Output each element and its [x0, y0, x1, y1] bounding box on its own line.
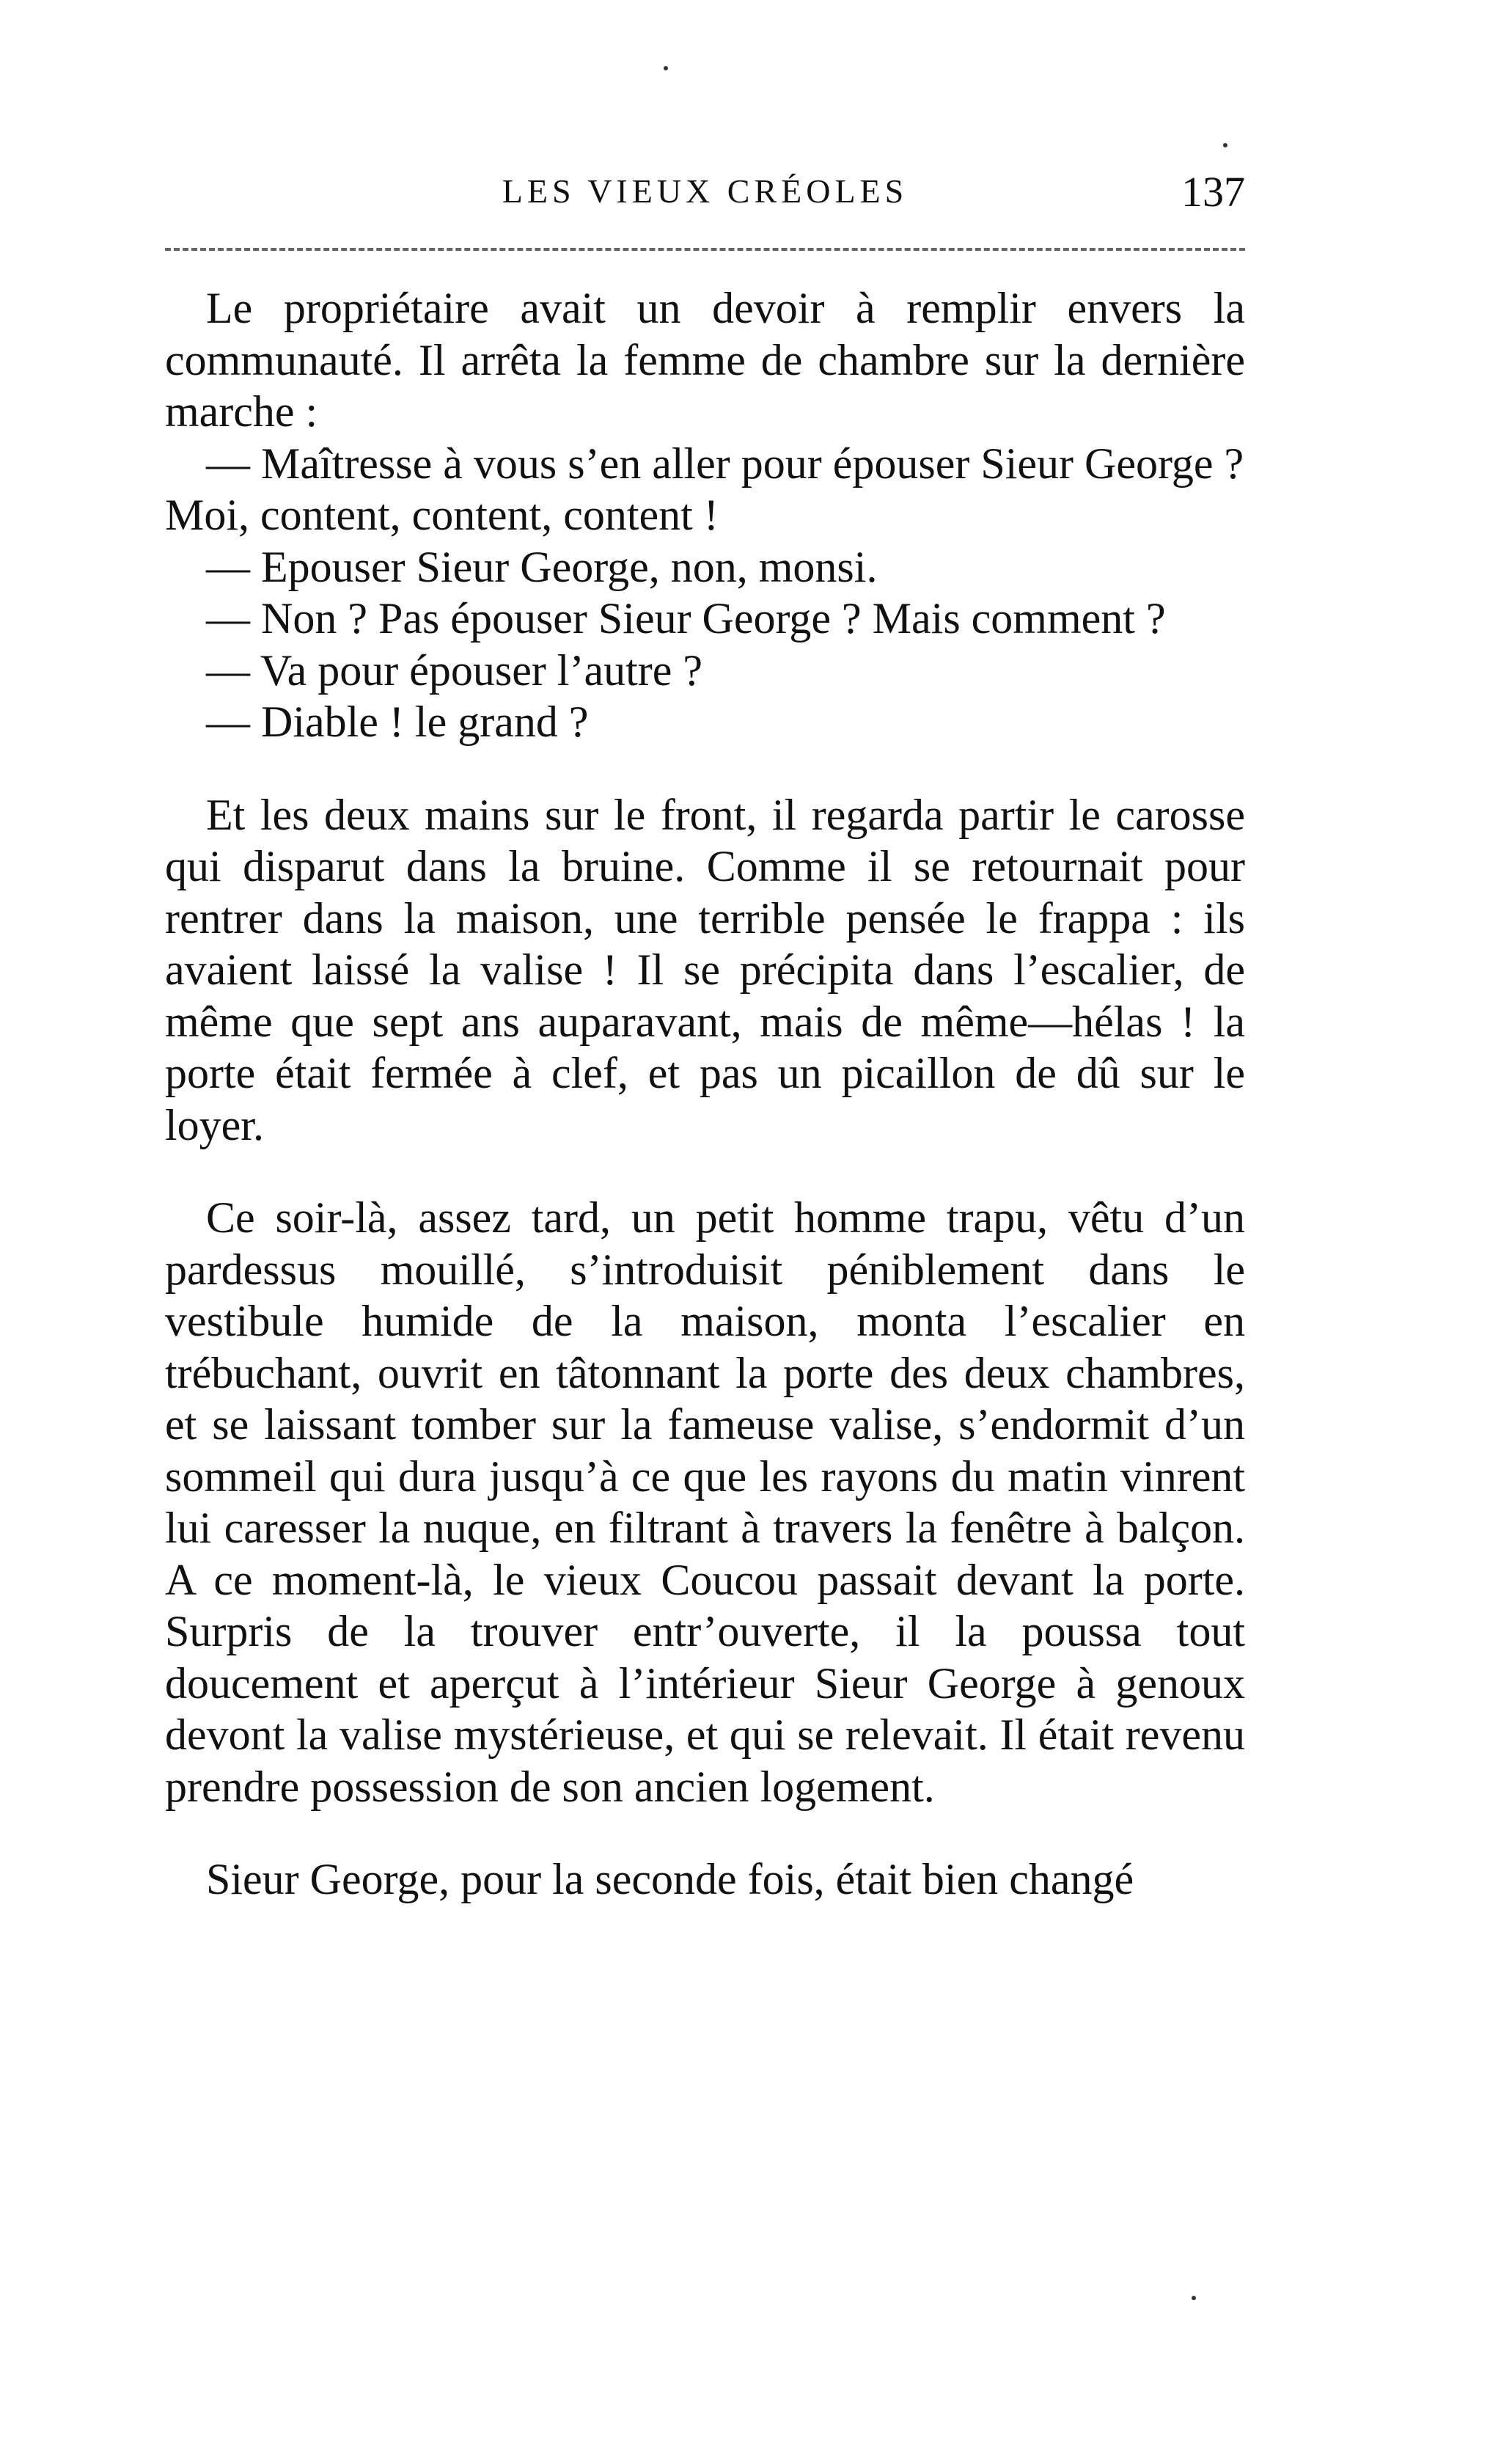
dialogue-line-4: — Va pour épouser l’autre ?: [206, 645, 702, 695]
dialogue-line-1: — Maîtresse à vous s’en aller pour épouser Sieur George ? Moi, content, content, content !: [165, 439, 1244, 539]
header-rule: [165, 248, 1245, 251]
ink-speck: [1223, 143, 1227, 147]
ink-speck: [1192, 2296, 1196, 2300]
ink-speck: [664, 66, 668, 70]
page-number: 137: [1181, 168, 1245, 216]
dialogue-line-5: — Diable ! le grand ?: [206, 698, 589, 746]
running-head: [165, 167, 1245, 219]
running-title: LES VIEUX CRÉOLES: [502, 172, 909, 210]
paragraph-3: Ce soir-là, assez tard, un petit homme trapu, vêtu d’un pardessus mouillé, s’introduisit péniblement dans le vestibule humide de la maison, monta l’escalier en trébuchant, ouvrit en tâtonnant la porte des deux chambres, et se laissant tomber sur la fameuse valise, s’endormit d’un sommeil qui dura jusqu’à ce que les rayons du matin vinrent lui caresser la nuque, en filtrant à travers la fenêtre à balçon. A ce moment-là, le vieux Coucou passait devant la porte. Surpris de la trouver entr’ouverte, il la poussa tout doucement et aperçut à l’intérieur Sieur George à genoux devont la valise mystérieuse, et qui se relevait. Il était revenu prendre possession de son ancien logement.: [165, 1193, 1245, 1811]
dialogue-line-3: — Non ? Pas épouser Sieur George ? Mais comment ?: [206, 594, 1166, 643]
text-block: [165, 282, 1245, 1906]
paragraph-2: Et les deux mains sur le front, il regarda partir le carosse qui disparut dans la bruine. Comme il se retournait pour rentrer dans la maison, une terrible pensée le frappa : ils avaient laissé la valise ! Il se précipita dans l’escalier, de même que sept ans auparavant, mais de même—hélas ! la porte était fermée à clef, et pas un picaillon de dû sur le loyer.: [165, 790, 1245, 1149]
dialogue-line-2: — Epouser Sieur George, non, monsi.: [206, 542, 878, 591]
paragraph-1: Le propriétaire avait un devoir à remplir envers la communauté. Il arrêta la femme de chambre sur la dernière marche :: [165, 284, 1245, 436]
paragraph-4: Sieur George, pour la seconde fois, était bien changé: [206, 1855, 1134, 1903]
